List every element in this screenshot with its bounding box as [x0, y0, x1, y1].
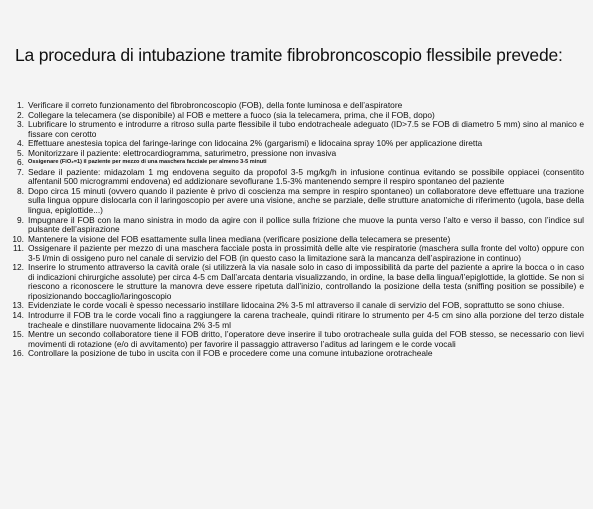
step-number: 12. — [12, 262, 24, 273]
step-number: 5. — [17, 147, 24, 158]
step-text: Collegare la telecamera (se disponibile) al FOB e mettere a fuoco (sia la telecamera, prima, che il FOB, dopo) — [28, 109, 435, 120]
list-item — [6, 149, 584, 159]
step-text: Verificare il correto funzionamento del fibrobroncoscopio (FOB), della fonte luminosa e dell’aspiratore — [28, 100, 403, 110]
step-text: Controllare la posizione de tubo in uscita con il FOB e procedere come una comune intubazione orotracheale — [28, 348, 433, 359]
step-number: 4. — [17, 138, 24, 149]
list-item — [6, 216, 584, 235]
step-number: 2. — [17, 109, 24, 120]
list-item — [6, 244, 584, 263]
step-number: 8. — [17, 185, 24, 196]
step-text: Ossigenare il paziente per mezzo di una maschera facciale posta in prossimità delle alte vie respiratorie (maschera sulla fronte del volto) oppure con 3-5 l/min di ossigeno puro nel canale di servizio del FOB (in questo caso la limitazione sarà la mancanza dell’aspirazione in continuo) — [28, 243, 584, 263]
page-title: La procedura di intubazione tramite fibrobroncoscopio flessibile prevede: — [15, 45, 563, 65]
step-text: Ossigenare (FiO₂=1) il paziente per mezzo di una maschera facciale per almeno 3-5 minuti — [28, 159, 267, 166]
step-text: Monitorizzare il paziente: elettrocardiogramma, saturimetro, pressione non invasiva — [28, 147, 337, 158]
step-text: Dopo circa 15 minuti (ovvero quando il paziente è privo di coscienza ma sempre in respiro spontaneo) un collaboratore deve effettuare una trazione sulla lingua oppure dislocarla con il laringoscopio per avere una visione, anche se parziale, delle strutture anatomiche di riferimento (ugola, base della lingua, epiglottide...) — [28, 185, 584, 216]
step-text: Impugnare il FOB con la mano sinistra in modo da agire con il pollice sulla frizione che muove la punta verso l’alto e verso il basso, con l’indice sul pulsante dell’aspirazione — [28, 214, 584, 235]
step-text: Mentre un secondo collaboratore tiene il FOB dritto, l’operatore deve inserire il tubo orotracheale sulla guida del FOB stesso, se necessario con lievi movimenti di rotazione (e/o di avvitamento) per favorire il passaggio attraverso l’aditus ad laringem e le corde vocali — [28, 329, 584, 349]
step-number: 3. — [17, 119, 24, 130]
step-number: 14. — [12, 310, 24, 321]
step-text: Evidenziate le corde vocali è spesso necessario instillare lidocaina 2% 3-5 ml attraverso il canale di servizio del FOB, soprattutto se sono chiuse. — [28, 300, 565, 311]
step-number: 13. — [12, 300, 24, 311]
list-item — [6, 263, 584, 301]
step-number: 7. — [17, 166, 24, 177]
step-text: Mantenere la visione del FOB esattamente sulla linea mediana (verificare posizione della telecamera se presente) — [28, 233, 451, 244]
step-number: 9. — [17, 214, 24, 225]
step-text: Effettuare anestesia topica del faringe-laringe con lidocaina 2% (gargarismi) e lidocaina spray 10% per applicazione diretta — [28, 138, 483, 149]
list-item — [6, 349, 584, 359]
step-number: 6. — [17, 157, 24, 168]
step-text: Lubrificare lo strumento e introdurre a ritroso sulla parte flessibile il tubo endotracheale adeguato (ID>7.5 se FOB di diametro 5 mm) sino al manico e fissare con cerotto — [28, 119, 584, 139]
step-number: 10. — [12, 233, 24, 244]
list-item — [6, 120, 584, 139]
step-number: 15. — [12, 329, 24, 340]
list-item — [6, 330, 584, 349]
list-item — [6, 187, 584, 216]
step-number: 1. — [17, 100, 24, 110]
step-number: 16. — [12, 348, 24, 359]
procedure-steps-list — [6, 101, 584, 359]
step-number: 11. — [12, 243, 24, 254]
step-text: Inserire lo strumento attraverso la cavità orale (si utilizzerà la via nasale solo in caso di impossibilità da parte del paziente a aprire la bocca o in caso di indicazioni chirurgiche assolute) per circa 4-5 cm Dall’arcata dentaria visualizzando, in ordine, la base della lingua/l’epiglottide, la glottide. Se non si riescono a riconoscere le strutture la manovra deve essere ripetuta dall’inizio, controllando la posizione della testa (sniffing position se possibile) e riposizionando boccaglio/laringoscopio — [28, 262, 584, 301]
step-text: Introdurre il FOB tra le corde vocali fino a raggiungere la carena tracheale, quindi ritirare lo strumento per 4-5 cm sino alla porzione del terzo distale tracheale e dinstillare nuovamente lidocaina 2% 3-5 ml — [28, 310, 584, 330]
list-item — [6, 168, 584, 187]
step-text: Sedare il paziente: midazolam 1 mg endovena seguito da propofol 3-5 mg/kg/h in infusione continua evitando se possibile oppiacei (consentito alfentanil 500 microgrammi endovena) ed addizionare sevoflurane 1.5-3% mantenendo sempre il respiro spontaneo del paziente — [28, 166, 584, 187]
list-item — [6, 311, 584, 330]
